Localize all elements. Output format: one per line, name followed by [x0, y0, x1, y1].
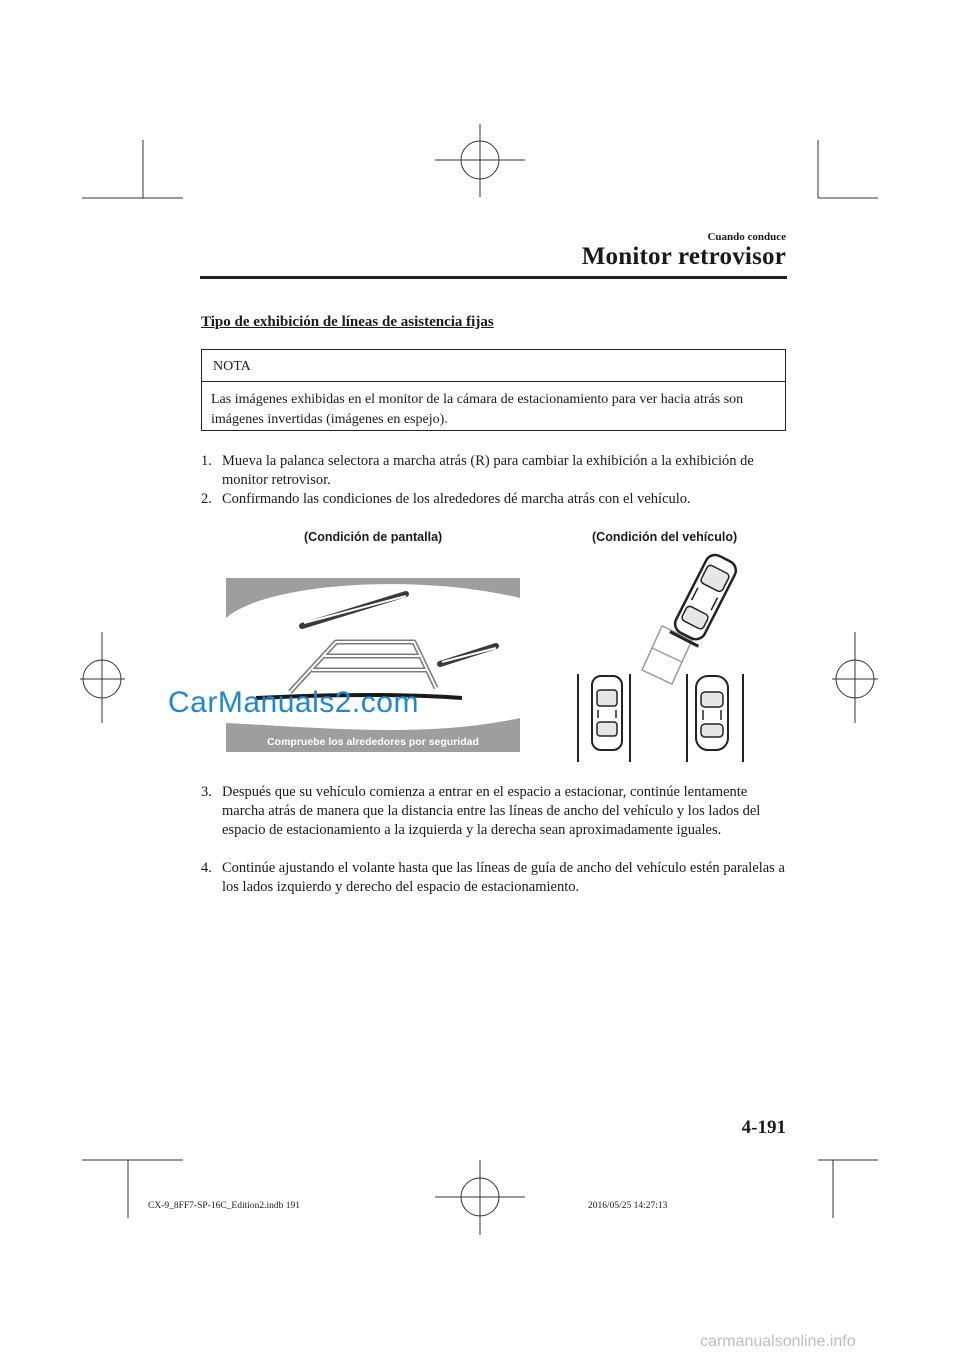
step-text: Después que su vehículo comienza a entrar en el espacio a estacionar, continúe lentamente marcha atrás de manera que la distancia entre las líneas de ancho del vehículo y los lados del espacio de estacionamiento a la izquierda y la derecha sean aproximadamente iguales.	[222, 784, 761, 838]
step-number: 1.	[201, 453, 212, 469]
step-text: Mueva la palanca selectora a marcha atrás (R) para cambiar la exhibición a la exhibición de monitor retrovisor.	[222, 453, 754, 488]
step-4	[201, 859, 791, 897]
site-watermark: carmanualsonline.info	[700, 1333, 856, 1350]
step-3	[201, 783, 791, 840]
page-number: 4-191	[741, 1117, 786, 1138]
section-label: Cuando conduce	[707, 231, 786, 243]
step-number: 3.	[201, 784, 212, 800]
note-divider	[202, 381, 785, 382]
parked-car-icon	[696, 676, 728, 750]
watermark: CarManuals2.com	[168, 686, 419, 719]
note-title: NOTA	[213, 359, 251, 374]
screen-warning: Compruebe los alrededores por seguridad	[267, 736, 479, 748]
footer-timestamp: 2016/05/25 14:27:13	[588, 1201, 668, 1211]
parked-car-icon	[592, 676, 622, 750]
camera-screen-illustration	[226, 578, 520, 752]
note-body: Las imágenes exhibidas en el monitor de la cámara de estacionamiento para ver hacia atrás son imágenes invertidas (imágenes en espejo).	[211, 392, 744, 427]
chapter-title: Monitor retrovisor	[581, 243, 786, 270]
step-text: Confirmando las condiciones de los alrededores dé marcha atrás con el vehículo.	[222, 491, 691, 507]
vehicle-caption: (Condición del vehículo)	[592, 530, 738, 544]
step-2	[201, 490, 791, 509]
parking-vehicle-illustration	[572, 552, 772, 764]
note-box	[201, 349, 786, 431]
reversing-car-icon	[670, 552, 739, 646]
step-number: 4.	[201, 860, 212, 876]
footer-file-info: CX-9_8FF7-SP-16C_Edition2.indb 191	[148, 1201, 301, 1211]
header-rule	[200, 276, 787, 279]
step-number: 2.	[201, 491, 212, 507]
subheading: Tipo de exhibición de líneas de asistencia fijas	[201, 314, 494, 330]
screen-caption: (Condición de pantalla)	[304, 530, 443, 544]
step-1	[201, 452, 791, 490]
step-text: Continúe ajustando el volante hasta que las líneas de guía de ancho del vehículo estén paralelas a los lados izquierdo y derecho del espacio de estacionamiento.	[222, 860, 785, 895]
